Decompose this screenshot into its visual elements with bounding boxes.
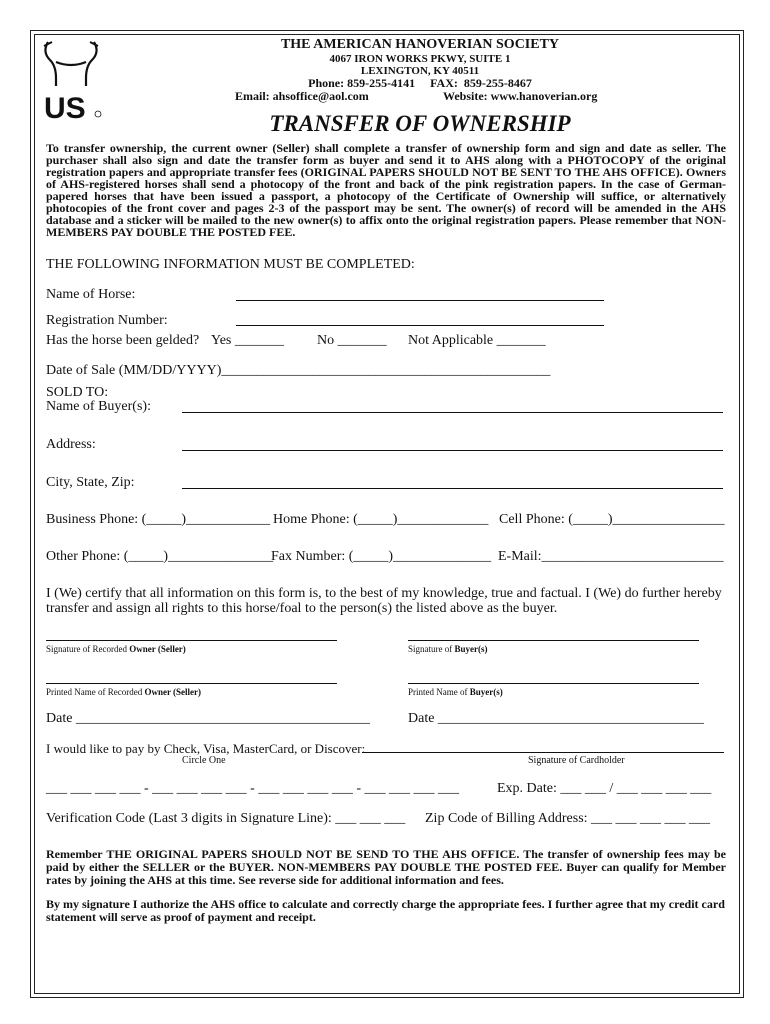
email-field[interactable]: E-Mail:__________________________ xyxy=(498,549,724,564)
city-state-zip-label: City, State, Zip: xyxy=(46,475,135,490)
website: Website: www.hanoverian.org xyxy=(443,89,598,103)
address-line2: LEXINGTON, KY 40511 xyxy=(360,65,480,77)
circle-one-label: Circle One xyxy=(182,755,226,766)
city-state-zip-field[interactable] xyxy=(182,488,723,489)
cell-phone-field[interactable]: Cell Phone: (_____)________________ xyxy=(499,512,725,527)
home-phone-field[interactable]: Home Phone: (_____)_____________ xyxy=(273,512,489,527)
billing-zip-field[interactable]: Zip Code of Billing Address: ___ ___ ___ ___ ___ xyxy=(425,811,711,826)
other-phone-field[interactable]: Other Phone: (_____)_______________ xyxy=(46,549,274,564)
authorization-statement: By my signature I authorize the AHS office to calculate and correctly charge the appropriate fees. I further agree that my credit card statement will serve as proof of payment and receipt. xyxy=(46,897,725,924)
seller-date-field[interactable]: Date __________________________________________ xyxy=(46,711,370,726)
remember-notice: Remember THE ORIGINAL PAPERS SHOULD NOT BE SEND TO THE AHS OFFICE. The transfer of ownership fees may be paid by either the SELLER or the BUYER. NON-MEMBERS PAY DOUBLE THE POSTED FEE. Buyer can qualify for Member rates by joining the AHS at this time. See reverse side for additional information and fees. xyxy=(46,847,726,887)
expiration-date-field[interactable]: Exp. Date: ___ ___ / ___ ___ ___ ___ xyxy=(497,781,712,796)
verification-code-field[interactable]: Verification Code (Last 3 digits in Signature Line): ___ ___ ___ xyxy=(46,811,406,826)
gelded-question: Has the horse been gelded? xyxy=(46,333,200,348)
email-address: Email: ahsoffice@aol.com xyxy=(235,89,369,103)
card-number-field[interactable]: ___ ___ ___ ___ - ___ ___ ___ ___ - ___ ___ ___ ___ - ___ ___ ___ ___ xyxy=(46,781,459,796)
buyer-signature-label: Signature of Buyer(s) xyxy=(408,644,488,654)
intro-paragraph: To transfer ownership, the current owner (Seller) shall complete a transfer of ownership form and sign and date as seller. The purchaser shall also sign and date the transfer form as buyer and send it to AHS along with a PHOTOCOPY of the original registration papers and appropriate transfer fees (ORIGINAL PAPERS SHOULD NOT BE SENT TO THE AHS OFFICE). Owners of AHS-registered horses shall send a photocopy of the front and back of the pink registration papers. In the case of German-papered horses that have been issued a passport, a photocopy of the Certificate of Ownership will suffice, or alternatively photocopies of the front cover and pages 2-3 of the passport may be sent. The owner(s) of record will be amended in the AHS database and a sticker will be mailed to the new owner(s) to affix onto the original registration papers. Please remember that NON-MEMBERS PAY DOUBLE THE POSTED FEE. xyxy=(46,141,726,239)
fax-number-field[interactable]: Fax Number: (_____)______________ xyxy=(271,549,492,564)
logo-text: US xyxy=(44,92,86,124)
business-phone-field[interactable]: Business Phone: (_____)____________ xyxy=(46,512,270,527)
seller-signature-field[interactable] xyxy=(46,640,337,641)
registration-number-field[interactable] xyxy=(236,325,604,326)
society-name: THE AMERICAN HANOVERIAN SOCIETY xyxy=(280,37,560,52)
must-complete-heading: THE FOLLOWING INFORMATION MUST BE COMPLETED: xyxy=(46,257,415,272)
gelded-na-field[interactable]: Not Applicable _______ xyxy=(408,333,546,348)
seller-printed-name-label: Printed Name of Recorded Owner (Seller) xyxy=(46,687,202,697)
seller-printed-name-field[interactable] xyxy=(46,683,337,684)
address-line1: 4067 IRON WORKS PKWY, SUITE 1 xyxy=(329,53,511,65)
page-title: TRANSFER OF OWNERSHIP xyxy=(269,111,571,136)
buyer-date-field[interactable]: Date ______________________________________ xyxy=(408,711,704,726)
sold-to-label: SOLD TO: xyxy=(46,385,109,400)
name-of-horse-label: Name of Horse: xyxy=(46,287,136,302)
seller-signature-label: Signature of Recorded Owner (Seller) xyxy=(46,644,186,654)
buyer-printed-name-label: Printed Name of Buyer(s) xyxy=(408,687,503,697)
certification-statement: I (We) certify that all information on this form is, to the best of my knowledge, true and factual. I (We) do further hereby transfer and assign all rights to this horse/foal to the person(s) the listed above as the buyer. xyxy=(46,586,722,616)
address-field[interactable] xyxy=(182,450,723,451)
buyer-name-label: Name of Buyer(s): xyxy=(46,399,151,414)
payment-method-label: I would like to pay by Check, Visa, MasterCard, or Discover: xyxy=(46,741,366,756)
cardholder-signature-label: Signature of Cardholder xyxy=(528,755,625,766)
gelded-yes-field[interactable]: Yes _______ xyxy=(211,333,284,348)
address-label: Address: xyxy=(46,437,96,452)
name-of-horse-field[interactable] xyxy=(236,300,604,301)
phone-fax: Phone: 859-255-4141 FAX: 859-255-8467 xyxy=(308,76,532,90)
cardholder-signature-field[interactable] xyxy=(362,752,724,753)
buyer-signature-field[interactable] xyxy=(408,640,699,641)
gelded-no-field[interactable]: No _______ xyxy=(317,333,387,348)
registration-number-label: Registration Number: xyxy=(46,313,168,328)
date-of-sale-field[interactable]: Date of Sale (MM/DD/YYYY)_______________________________________________ xyxy=(46,363,551,378)
buyer-name-field[interactable] xyxy=(182,412,723,413)
buyer-printed-name-field[interactable] xyxy=(408,683,699,684)
